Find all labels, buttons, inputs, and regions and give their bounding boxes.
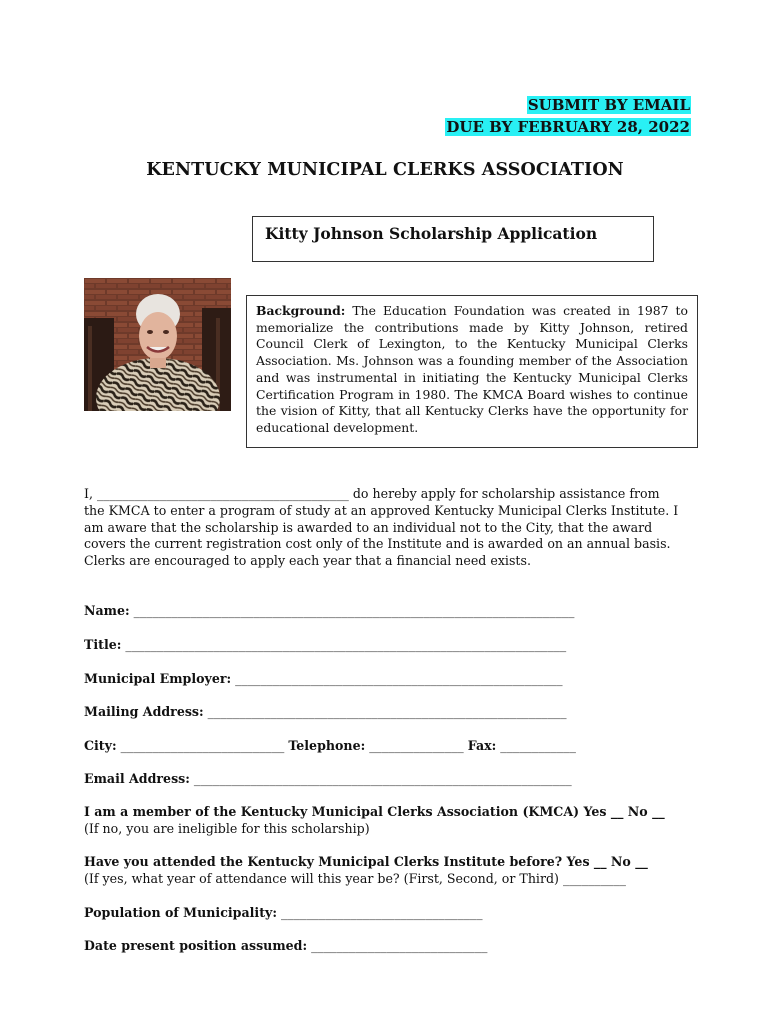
kmca-membership-question[interactable]: [84, 803, 665, 820]
institute-attendance-text[interactable]: Have you attended the Kentucky Municipal Clerks Institute before? Yes __ No __: [84, 854, 648, 869]
population-field[interactable]: [84, 904, 483, 921]
due-date-text: DUE BY FEBRUARY 28, 2022: [446, 118, 690, 136]
email-address-label: Email Address:: [84, 771, 190, 786]
population-label: Population of Municipality:: [84, 905, 277, 920]
fax-line[interactable]: ____________: [496, 738, 576, 753]
institute-attendance-note[interactable]: (If yes, what year of attendance will this year be? (First, Second, or Third) __________: [84, 871, 626, 886]
mailing-address-field[interactable]: [84, 703, 567, 720]
city-phone-fax-row: [84, 737, 576, 754]
title-label: Title:: [84, 637, 122, 652]
municipal-employer-line[interactable]: ____________________________________________________: [231, 671, 563, 686]
fax-label: Fax:: [467, 738, 497, 753]
kitty-johnson-photo: [84, 278, 231, 411]
background-box: [246, 295, 698, 448]
submit-by-email-text: SUBMIT BY EMAIL: [527, 96, 690, 114]
date-position-assumed-field[interactable]: [84, 937, 487, 954]
date-position-assumed-line[interactable]: ____________________________: [307, 938, 488, 953]
municipal-employer-label: Municipal Employer:: [84, 671, 232, 686]
kmca-membership-note: (If no, you are ineligible for this scholarship): [84, 821, 370, 836]
application-title-box: [252, 216, 654, 262]
kmca-membership-text[interactable]: I am a member of the Kentucky Municipal Clerks Association (KMCA) Yes __ No __: [84, 804, 665, 819]
email-address-line[interactable]: ____________________________________________________________: [189, 771, 572, 786]
institute-attendance-question[interactable]: [84, 853, 648, 870]
title-line[interactable]: ______________________________________________________________________: [121, 637, 567, 652]
background-label: Background:: [256, 303, 346, 318]
submission-notice: [445, 95, 691, 139]
name-line[interactable]: ______________________________________________________________________: [129, 603, 575, 618]
mailing-address-line[interactable]: _________________________________________________________: [203, 704, 567, 719]
applicant-declaration[interactable]: I, ________________________________________ do hereby apply for scholarship assistance from the KMCA to enter a program of study at an approved Kentucky Municipal Clerks Institute. I am aware that the scholarship is awarded to an individual not to the City, that the award covers the current registration cost only of the Institute and is awarded on an annual basis. Clerks are encouraged to apply each year that a financial need exists.: [84, 486, 679, 569]
city-label: City:: [84, 738, 117, 753]
email-address-field[interactable]: [84, 770, 572, 787]
city-line[interactable]: __________________________: [116, 738, 289, 753]
title-field[interactable]: [84, 636, 566, 653]
application-title: Kitty Johnson Scholarship Application: [265, 224, 598, 243]
date-position-assumed-label: Date present position assumed:: [84, 938, 308, 953]
telephone-line[interactable]: _______________: [365, 738, 468, 753]
telephone-label: Telephone:: [288, 738, 366, 753]
name-label: Name:: [84, 603, 130, 618]
organization-title: KENTUCKY MUNICIPAL CLERKS ASSOCIATION: [146, 160, 624, 180]
population-line[interactable]: ________________________________: [277, 905, 483, 920]
name-field[interactable]: [84, 602, 574, 619]
municipal-employer-field[interactable]: [84, 670, 563, 687]
mailing-address-label: Mailing Address:: [84, 704, 204, 719]
background-text: The Education Foundation was created in 1987 to memorialize the contributions made by Kitty Johnson, retired Council Clerk of Lexington, to the Kentucky Municipal Clerks Association. Ms. Johnson was a founding member of the Association and was instrumental in initiating the Kentucky Municipal Clerks Certification Program in 1980. The KMCA Board wishes to continue the vision of Kitty, that all Kentucky Clerks have the opportunity for educational development.: [256, 303, 688, 435]
